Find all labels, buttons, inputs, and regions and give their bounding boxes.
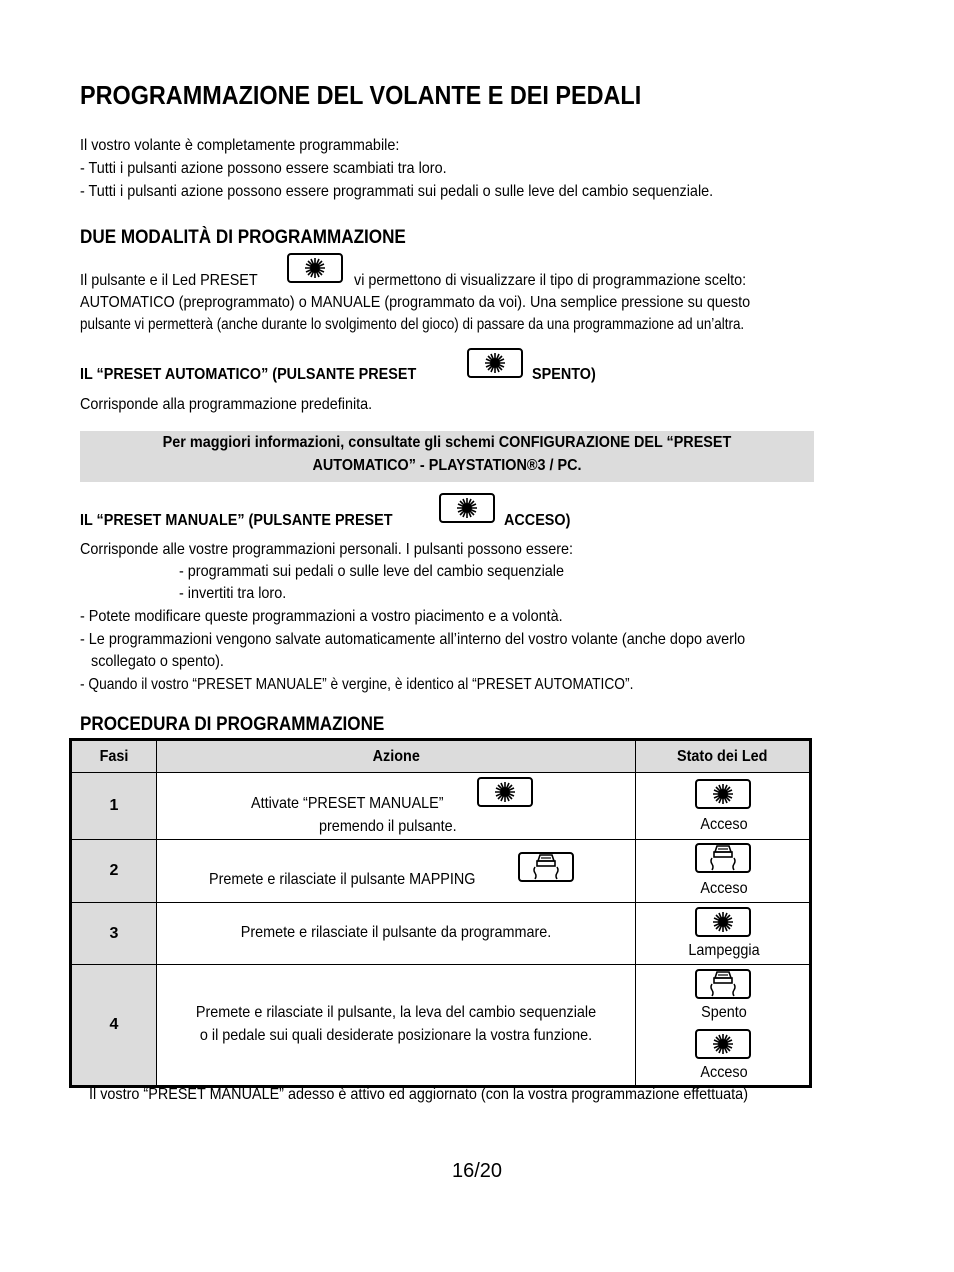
phase-number: 2	[71, 840, 157, 903]
action-cell: Premete e rilasciate il pulsante, la leva del cambio sequenziale o il pedale sui quali desiderate posizionare la vostra funzione.	[157, 965, 636, 1087]
info-box	[80, 431, 814, 482]
action-cell: Premete e rilasciate il pulsante da programmare.	[157, 903, 636, 965]
table-row	[71, 965, 811, 1087]
preset-button-icon	[439, 493, 495, 523]
page-title: PROGRAMMAZIONE DEL VOLANTE E DEI PEDALI	[80, 80, 642, 110]
section-heading-modalita: DUE MODALITÀ DI PROGRAMMAZIONE	[80, 227, 406, 248]
section1-text: AUTOMATICO (preprogrammato) o MANUALE (programmato da voi). Una semplice pressione su questo	[80, 294, 751, 311]
phase-number: 3	[71, 903, 157, 965]
table-row	[71, 903, 811, 965]
section1-text-b: vi permettono di visualizzare il tipo di programmazione scelto:	[354, 272, 747, 289]
intro-line: - Tutti i pulsanti azione possono essere programmati sui pedali o sulle leve del cambio sequenziale.	[80, 183, 714, 200]
preset-manuale-heading: IL “PRESET MANUALE” (PULSANTE PRESET	[80, 512, 393, 529]
column-header: Stato dei Led	[636, 740, 811, 773]
preset-automatico-heading-end: SPENTO)	[532, 366, 596, 383]
page-number: 16/20	[451, 1160, 503, 1182]
led-state-cell: Spento Acceso	[636, 965, 811, 1087]
section1-text-a: Il pulsante e il Led PRESET	[80, 272, 258, 289]
manuale-line: - Le programmazioni vengono salvate automaticamente all’interno del vostro volante (anche dopo averlo	[80, 631, 746, 648]
action-cell: Premete e rilasciate il pulsante MAPPING	[157, 840, 636, 903]
section1-text: pulsante vi permetterà (anche durante lo svolgimento del gioco) di passare da una programmazione ad un’altra.	[80, 316, 745, 333]
preset-manuale-heading-end: ACCESO)	[504, 512, 571, 529]
led-state-cell: Lampeggia	[636, 903, 811, 965]
manuale-line: scollegato o spento).	[91, 653, 224, 670]
procedure-footnote: Il vostro “PRESET MANUALE” adesso è attivo ed aggiornato (con la vostra programmazione effettuata)	[89, 1086, 748, 1103]
preset-led-icon	[695, 1029, 751, 1059]
phase-number: 1	[71, 773, 157, 840]
preset-automatico-text: Corrisponde alla programmazione predefinita.	[80, 396, 373, 413]
preset-led-icon	[695, 779, 751, 809]
manuale-line: - Quando il vostro “PRESET MANUALE” è vergine, è identico al “PRESET AUTOMATICO”.	[80, 676, 634, 693]
info-line: AUTOMATICO” - PLAYSTATION®3 / PC.	[312, 457, 582, 474]
info-line: Per maggiori informazioni, consultate gli schemi CONFIGURAZIONE DEL “PRESET	[162, 434, 732, 451]
preset-button-icon	[287, 253, 343, 283]
led-state-cell: Acceso	[636, 840, 811, 903]
preset-automatico-heading: IL “PRESET AUTOMATICO” (PULSANTE PRESET	[80, 366, 417, 383]
manuale-line: - Potete modificare queste programmazioni a vostro piacimento e a volontà.	[80, 608, 563, 625]
procedure-table	[69, 738, 812, 1088]
preset-button-icon	[467, 348, 523, 378]
action-cell: Attivate “PRESET MANUALE” premendo il pulsante.	[157, 773, 636, 840]
manuale-line: - programmati sui pedali o sulle leve del cambio sequenziale	[179, 563, 565, 580]
preset-led-icon	[695, 907, 751, 937]
phase-number: 4	[71, 965, 157, 1087]
procedura-heading: PROCEDURA DI PROGRAMMAZIONE	[80, 714, 385, 735]
table-row	[71, 773, 811, 840]
led-state-cell: Acceso	[636, 773, 811, 840]
manuale-line: - invertiti tra loro.	[179, 585, 287, 602]
table-row	[71, 840, 811, 903]
mapping-button-icon	[518, 852, 574, 882]
intro-line: Il vostro volante è completamente programmabile:	[80, 137, 400, 154]
mapping-led-icon	[695, 969, 751, 999]
preset-button-icon	[477, 777, 533, 807]
column-header: Azione	[157, 740, 636, 773]
mapping-led-icon	[695, 843, 751, 873]
intro-line: - Tutti i pulsanti azione possono essere scambiati tra loro.	[80, 160, 447, 177]
table-header-row	[71, 740, 811, 773]
column-header: Fasi	[71, 740, 157, 773]
manuale-line: Corrisponde alle vostre programmazioni personali. I pulsanti possono essere:	[80, 541, 574, 558]
